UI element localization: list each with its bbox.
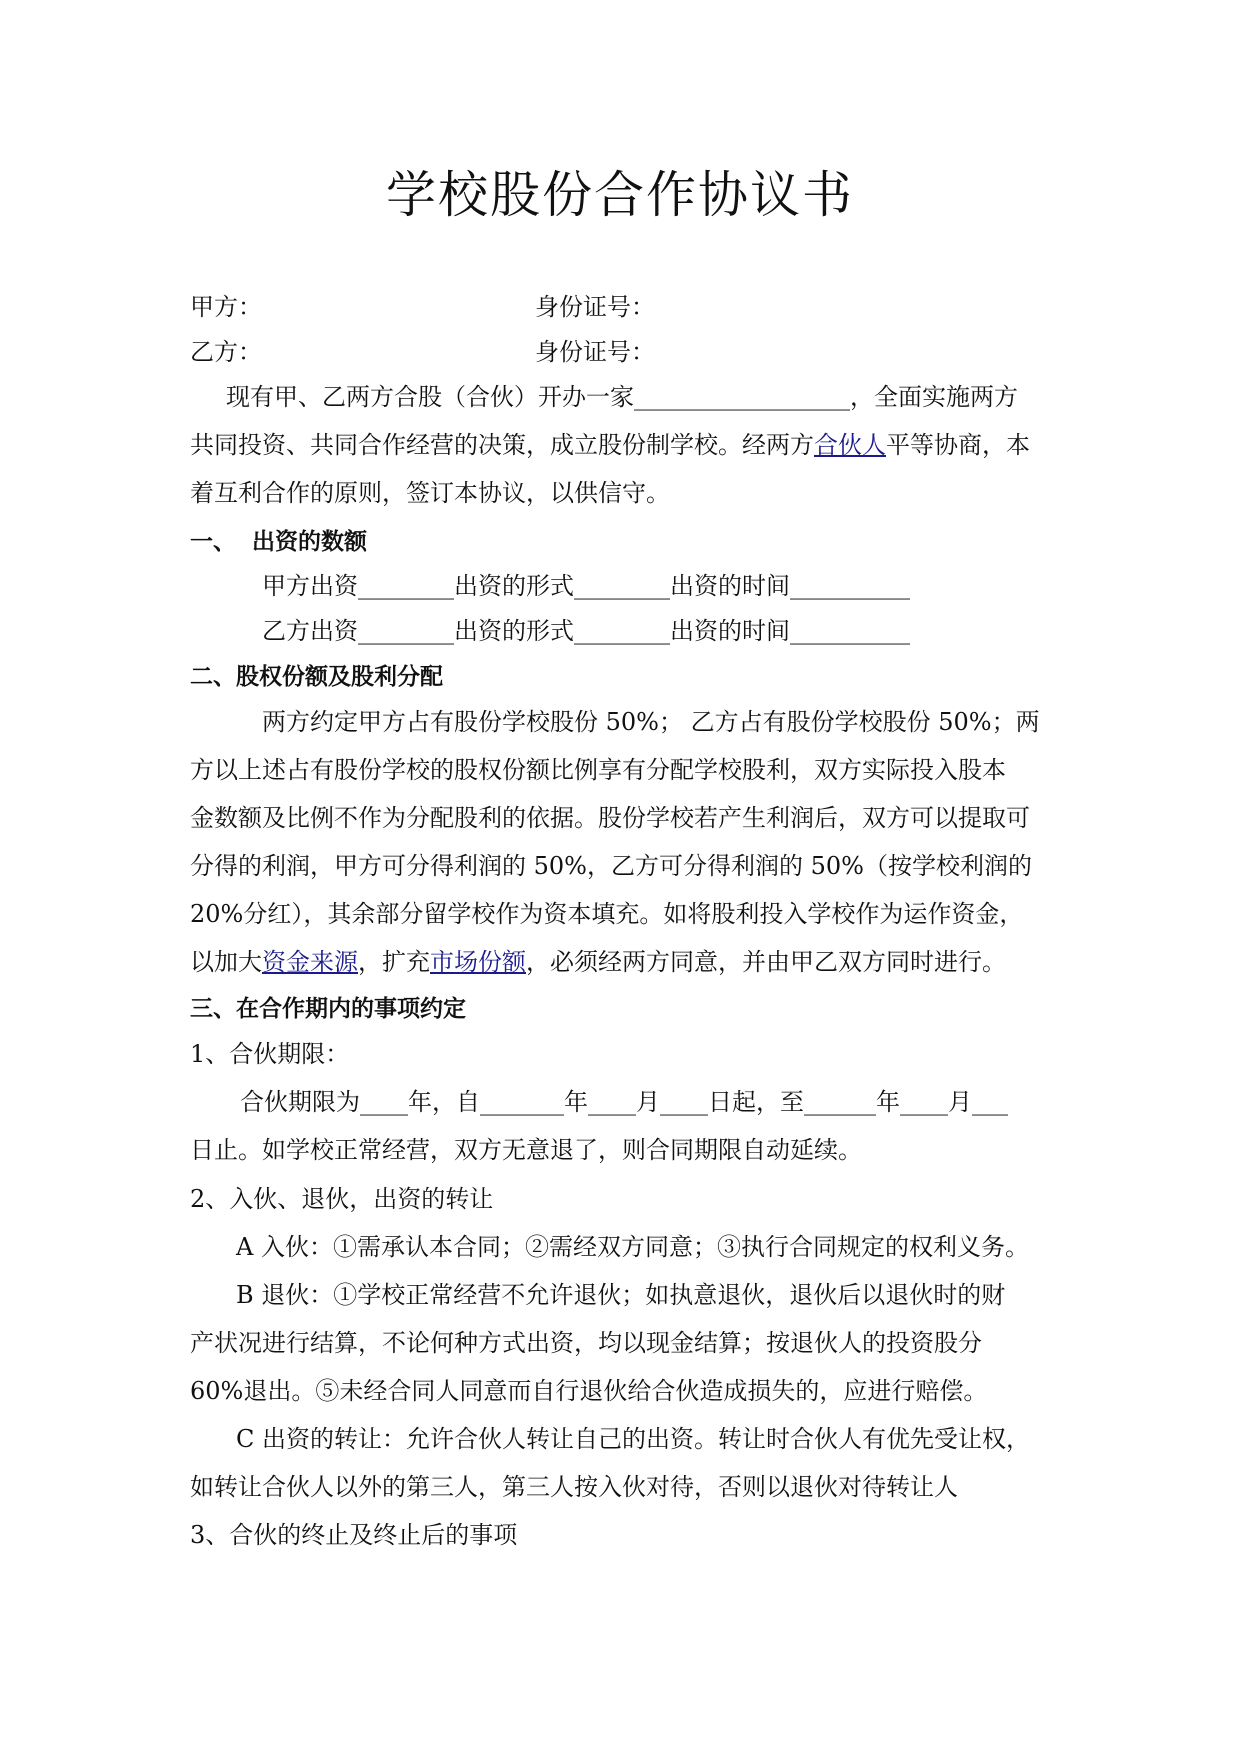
section-2-text: 以加大 — [190, 948, 262, 976]
section-1-number: 一、 — [190, 529, 236, 555]
transfer-clause-line-2: 如转让合伙人以外的第三人，第三人按入伙对待，否则以退伙对待转让人 — [190, 1473, 958, 1501]
intro-line-2 — [190, 428, 1070, 462]
funding-source-link[interactable]: 资金来源 — [262, 948, 358, 976]
market-share-link[interactable]: 市场份额 — [430, 948, 526, 976]
party-a-row — [190, 290, 1070, 324]
section-2-text: ，必须经两方同意，并由甲乙双方同时进行。 — [526, 948, 1006, 976]
party-b-id-label: 身份证号： — [535, 338, 655, 366]
party-b-row — [190, 335, 1070, 369]
section-2-line-6 — [190, 945, 1070, 979]
page-title: 学校股份合作协议书 — [386, 166, 854, 224]
section-1-title: 出资的数额 — [252, 529, 367, 555]
section-2-line-4: 分得的利润，甲方可分得利润的 50%，乙方可分得利润的 50%（按学校利润的 — [190, 852, 1032, 880]
party-a-label: 甲方： — [190, 293, 262, 321]
intro-line-3: 着互利合作的原则，签订本协议，以供信守。 — [190, 479, 670, 507]
term-subheading: 1、合伙期限： — [190, 1040, 350, 1068]
section-2-line-1: 两方约定甲方占有股份学校股份 50%； 乙方占有股份学校股份 50%；两 — [262, 708, 1040, 736]
term-line-2: 日止。如学校正常经营，双方无意退了，则合同期限自动延续。 — [190, 1136, 862, 1164]
section-2-heading: 二、股权份额及股利分配 — [190, 664, 443, 690]
withdraw-clause-line-3: 60%退出。⑤未经合同人同意而自行退伙给合伙造成损失的，应进行赔偿。 — [190, 1377, 988, 1405]
transfer-clause-line-1: C 出资的转让：允许合伙人转让自己的出资。转让时合伙人有优先受让权， — [236, 1425, 1030, 1453]
section-2-line-3: 金数额及比例不作为分配股利的依据。股份学校若产生利润后，双方可以提取可 — [190, 804, 1030, 832]
intro-line-1: 现有甲、乙两方合股（合伙）开办一家__________________，全面实施两方 — [226, 383, 1018, 411]
withdraw-clause-line-2: 产状况进行结算，不论何种方式出资，均以现金结算；按退伙人的投资股分 — [190, 1329, 982, 1357]
intro-text: 共同投资、共同合作经营的决策，成立股份制学校。经两方 — [190, 431, 814, 459]
party-b-contribution: 乙方出资________出资的形式________出资的时间__________ — [262, 617, 910, 645]
join-leave-subheading: 2、入伙、退伙，出资的转让 — [190, 1185, 494, 1213]
termination-subheading: 3、合伙的终止及终止后的事项 — [190, 1521, 518, 1549]
term-line-1: 合伙期限为____年，自_______年____月____日起，至______年____月___ — [240, 1088, 1008, 1116]
section-1-heading — [190, 525, 1070, 559]
intro-text: 平等协商，本 — [886, 431, 1030, 459]
section-2-text: ，扩充 — [358, 948, 430, 976]
party-a-id-label: 身份证号： — [535, 293, 655, 321]
party-a-contribution: 甲方出资________出资的形式________出资的时间__________ — [262, 572, 910, 600]
section-2-line-5: 20%分红），其余部分留学校作为资本填充。如将股利投入学校作为运作资金， — [190, 900, 1024, 928]
party-b-label: 乙方： — [190, 338, 262, 366]
join-clause: A 入伙：①需承认本合同；②需经双方同意；③执行合同规定的权利义务。 — [236, 1233, 1029, 1261]
section-2-line-2: 方以上述占有股份学校的股权份额比例享有分配学校股利，双方实际投入股本 — [190, 756, 1006, 784]
withdraw-clause-line-1: B 退伙：①学校正常经营不允许退伙；如执意退伙，退伙后以退伙时的财 — [236, 1281, 1006, 1309]
partner-link[interactable]: 合伙人 — [814, 431, 886, 459]
section-3-heading: 三、在合作期内的事项约定 — [190, 996, 466, 1022]
